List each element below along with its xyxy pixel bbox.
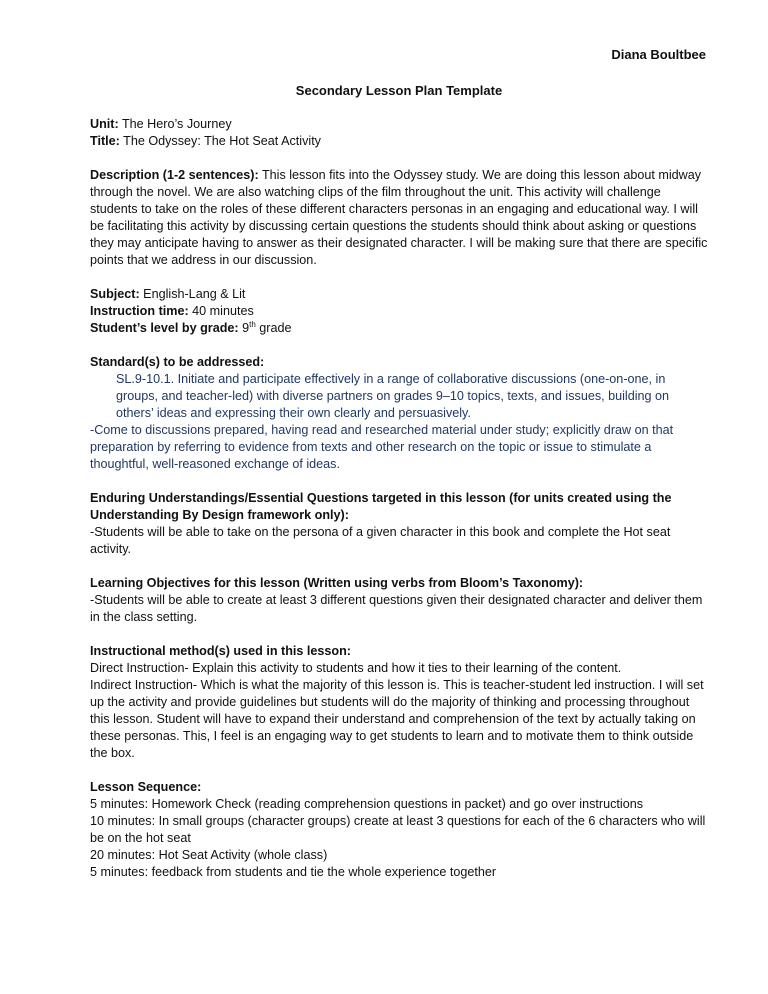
standard-item: -Come to discussions prepared, having read and researched material under study; explicitly draw on that preparation by referring to evidence from texts and other research on the topic or issue to stimulate a thoughtful, well-reasoned exchange of ideas. [90,423,674,471]
title-value: The Odyssey: The Hot Seat Activity [119,134,321,148]
title-label: Title: [90,134,120,148]
description-label: Description (1-2 sentences): [90,168,259,182]
standards-heading: Standard(s) to be addressed: [90,355,265,369]
enduring-understandings-heading: Enduring Understandings/Essential Questions targeted in this lesson (for units created using the Understanding By Design framework only): [90,491,672,522]
description-text: This lesson fits into the Odyssey study. We are doing this lesson about midway through the novel. We are also watching clips of the film throughout the unit. This activity will challenge students to take on the roles of these different characters personas in an engaging and educational way. I will be facilitating this activity by discussing certain questions the students should think about asking or questions they may anticipate having to answer as their designated character. I will be making sure that there are specific points that we address in our discussion. [90,168,708,267]
enduring-understandings-text: -Students will be able to take on the persona of a given character in this book and complete the Hot seat activity. [90,525,671,556]
author-name: Diana Boultbee [611,47,706,62]
grade-level-value: 9 [238,321,250,335]
grade-level-label: Student’s level by grade: [90,321,239,335]
grade-level-sup: th [249,319,256,329]
subject-value: English-Lang & Lit [139,287,246,301]
title-line [90,133,708,150]
lesson-sequence-item: 10 minutes: In small groups (character groups) create at least 3 questions for each of the 6 characters who will be on the hot seat [90,814,706,845]
description-paragraph [90,167,708,269]
grade-level-line [90,320,708,337]
grade-level-suffix: grade [255,321,292,335]
instruction-time-label: Instruction time: [90,304,189,318]
lesson-sequence-heading: Lesson Sequence: [90,780,202,794]
document-title: Secondary Lesson Plan Template [295,83,503,98]
unit-line [90,116,708,133]
subject-label: Subject: [90,287,140,301]
instructional-method-item: Direct Instruction- Explain this activity to students and how it ties to their learning of the content. [90,661,622,675]
standard-item: SL.9-10.1. Initiate and participate effectively in a range of collaborative discussions (one-on-one, in groups, and teacher-led) with diverse partners on grades 9–10 topics, texts, and issues, building on others’ ideas and expressing their own clearly and persuasively. [116,372,670,420]
instructional-method-item: Indirect Instruction- Which is what the majority of this lesson is. This is teacher-student led instruction. I will set up the activity and provide guidelines but students will do the majority of thinking and processing throughout this lesson. Student will have to expand their understand and comprehension of the text by actually taking on these personas. This, I feel is an engaging way to get students to learn and to motivate them to think outside the box. [90,678,704,760]
unit-value: The Hero’s Journey [118,117,232,131]
unit-label: Unit: [90,117,119,131]
learning-objectives-heading: Learning Objectives for this lesson (Written using verbs from Bloom’s Taxonomy): [90,576,584,590]
lesson-sequence-item: 20 minutes: Hot Seat Activity (whole class) [90,848,328,862]
instructional-methods-heading: Instructional method(s) used in this lesson: [90,644,351,658]
lesson-sequence-item: 5 minutes: feedback from students and tie the whole experience together [90,865,497,879]
lesson-sequence-item: 5 minutes: Homework Check (reading comprehension questions in packet) and go over instructions [90,797,644,811]
instruction-time-line [90,303,708,320]
instruction-time-value: 40 minutes [188,304,254,318]
learning-objectives-text: -Students will be able to create at least 3 different questions given their designated character and deliver them in the class setting. [90,593,703,624]
subject-line [90,286,708,303]
